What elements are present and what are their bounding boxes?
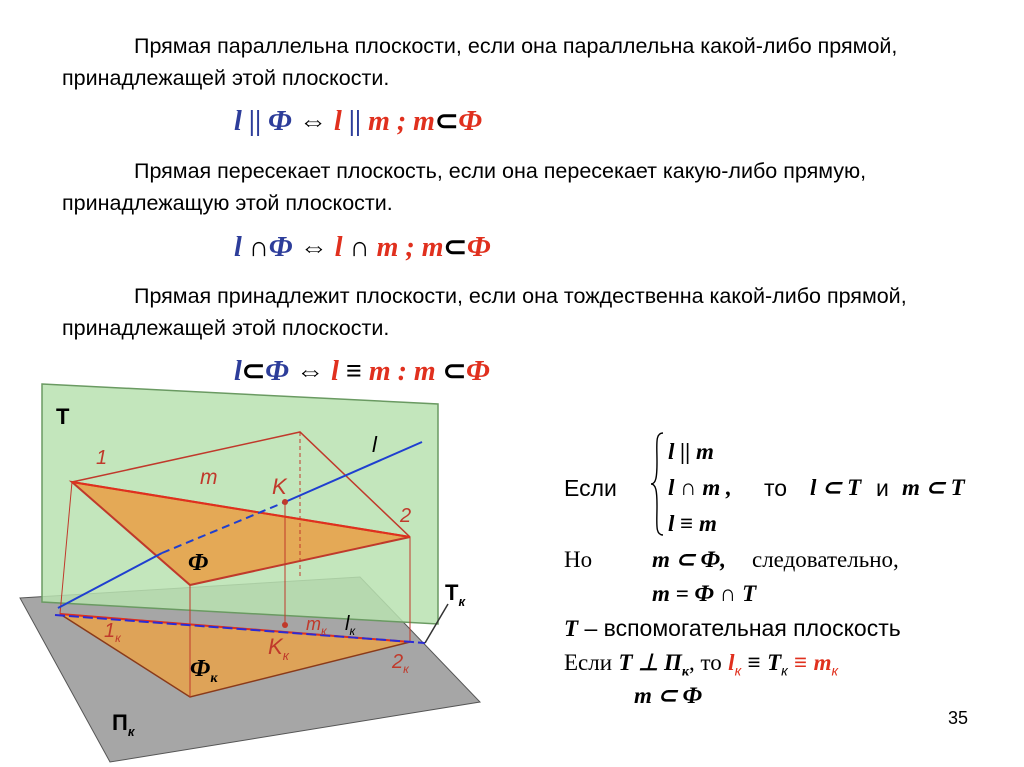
case-parallel: l || m <box>668 439 714 464</box>
label-2: 2 <box>400 505 412 527</box>
then-word: то <box>764 475 788 501</box>
label-2k: $2_к$ <box>392 651 409 676</box>
theorem-2-formula: l ∩Ф ⇔ l ∩ m ; m⊂Ф <box>234 232 491 263</box>
label-lk: $l_к$ <box>345 613 356 638</box>
theorem-1-formula: l || Ф ⇔ l || m ; m⊂Ф <box>234 106 483 137</box>
label-pk: $П_к$ <box>112 710 135 739</box>
label-f: Ф <box>188 550 209 576</box>
case-identical: l ≡ m <box>668 511 717 536</box>
result-expr: m = Ф ∩ T <box>652 581 757 606</box>
final-expr: m ⊂ Ф <box>634 683 703 708</box>
if2-line: Если T ⊥ $П_к$, то $l_к \equiv T_к \equiv m_к$ <box>564 650 839 680</box>
and-word: и <box>876 475 889 501</box>
label-k: K <box>272 474 287 499</box>
case-intersect: l ∩ m , <box>668 475 732 500</box>
cases-brace <box>650 432 664 536</box>
label-kk: $K_к$ <box>268 634 289 663</box>
point-kk <box>282 622 288 628</box>
theorem-3-text: Прямая принадлежит плоскости, если она тождественна какой-либо прямой, принадлежащей этой плоскости. <box>62 284 907 340</box>
but-expr: m ⊂ Ф, <box>652 547 726 572</box>
label-fk: $Ф_к$ <box>190 656 218 686</box>
label-l: l <box>372 432 377 457</box>
label-m: m <box>200 466 218 489</box>
then-expr-2: m ⊂ T <box>902 475 965 500</box>
theorem-1-text: Прямая параллельна плоскости, если она параллельна какой-либо прямой, принадлежащей этой плоскости. <box>62 34 898 90</box>
theorem-2-text: Прямая пересекает плоскость, если она пересекает какую-либо прямую, принадлежащую этой плоскости. <box>62 159 867 215</box>
label-1: 1 <box>96 447 108 469</box>
label-t: T <box>56 404 70 429</box>
point-k <box>282 499 288 505</box>
label-1k: $1_к$ <box>104 620 121 645</box>
but-word: Но <box>564 547 593 572</box>
consequently-word: следовательно, <box>752 547 899 572</box>
geometry-diagram <box>0 372 520 767</box>
aux-plane-line: T – вспомогательная плоскость <box>564 615 901 641</box>
theorem-3-formula: l⊂Ф ⇔ l ≡ m : m ⊂Ф <box>234 356 490 387</box>
if-word: Если <box>564 475 617 501</box>
label-mk: $m_к$ <box>306 614 327 638</box>
label-tk: $T_к$ <box>445 580 466 609</box>
page-number: 35 <box>947 708 968 728</box>
then-expr: l ⊂ T <box>810 475 862 500</box>
